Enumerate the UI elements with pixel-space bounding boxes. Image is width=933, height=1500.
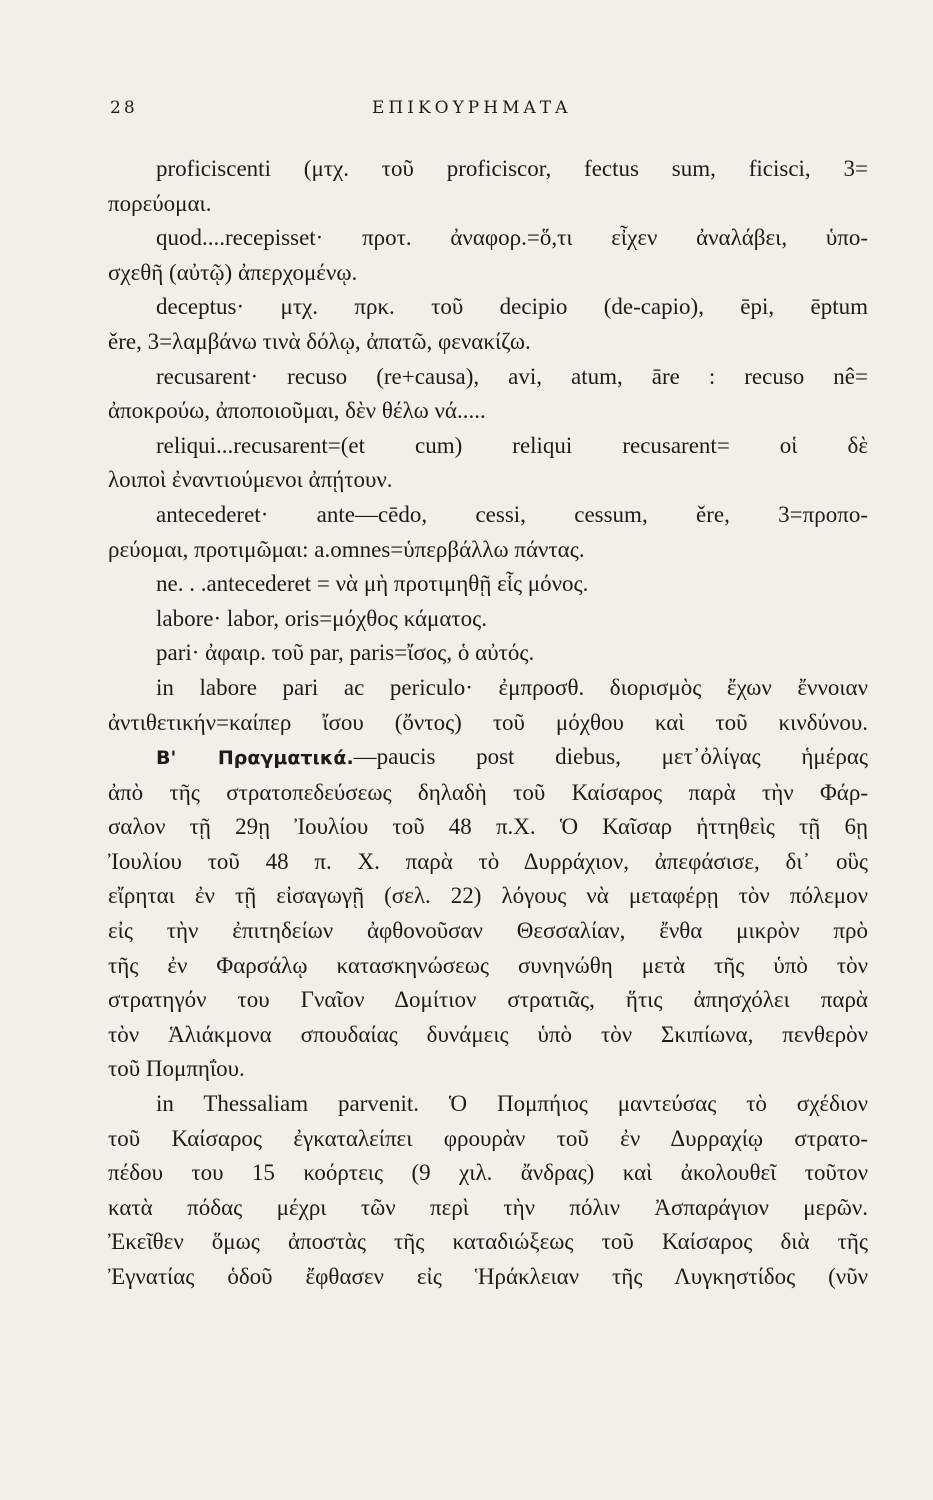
text-line: pari· ἀφαιρ. τοῦ par, paris=ἴσος, ὁ αὐτός. bbox=[156, 640, 535, 666]
text-line: recusarent· recuso (re+causa), avi, atum, āre : recuso nê= bbox=[156, 363, 868, 389]
text-line: deceptus· μτχ. πρκ. τοῦ decipio (de-capio), ēpi, ēptum bbox=[156, 294, 868, 320]
text-line: ne. . .antecederet = νὰ μὴ προτιμηθῇ εἷς μόνος. bbox=[156, 571, 589, 597]
text-line: ěre, 3=λαμβάνω τινὰ δόλῳ, ἀπατῶ, φενακίζω. bbox=[108, 328, 531, 354]
text-line: εἰς τὴν ἐπιτηδείων ἀφθονοῦσαν Θεσσαλίαν, ἔνθα μικρὸν πρὸ bbox=[108, 918, 868, 944]
text-line: τῆς ἐν Φαρσάλῳ κατασκηνώσεως συνηνώθη μετὰ τῆς ὑπὸ τὸν bbox=[108, 952, 868, 978]
text-line: σχεθῆ (αὐτῷ) ἀπερχομένῳ. bbox=[108, 259, 358, 285]
text-line: in labore pari ac periculo· ἐμπροσθ. διορισμὸς ἔχων ἔννοιαν bbox=[156, 674, 868, 700]
text-line: τοῦ Πομπηΐου. bbox=[108, 1056, 245, 1082]
text-line: quod....recepisset· προτ. ἀναφορ.=ὅ,τι εἶχεν ἀναλάβει, ὑπο- bbox=[156, 225, 868, 251]
text-line: labore· labor, oris=μόχθος κάματος. bbox=[156, 605, 488, 631]
text-line: Ἰουλίου τοῦ 48 π. Χ. παρὰ τὸ Δυρράχιον, ἀπεφάσισε, δι᾽ οὓς bbox=[108, 848, 868, 874]
running-title: ΕΠΙΚΟΥΡΗΜΑΤΑ bbox=[372, 98, 572, 118]
running-header bbox=[110, 96, 870, 126]
text-line: σαλον τῇ 29ῃ Ἰουλίου τοῦ 48 π.Χ. Ὁ Καῖσαρ ἡττηθεὶς τῇ 6ῃ bbox=[108, 814, 868, 840]
text-line: Ἐκεῖθεν ὅμως ἀποστὰς τῆς καταδιώξεως τοῦ Καίσαρος διὰ τῆς bbox=[108, 1229, 868, 1255]
text-line: πορεύομαι. bbox=[108, 190, 212, 216]
section-heading: Β' Πραγματικά. bbox=[156, 747, 354, 770]
text-line: λοιποὶ ἐναντιούμενοι ἀπῄτουν. bbox=[108, 467, 393, 493]
text-line: proficiscenti (μτχ. τοῦ proficiscor, fectus sum, ficisci, 3= bbox=[156, 156, 868, 181]
page-number: 28 bbox=[110, 98, 138, 118]
text-line: εἴρηται ἐν τῇ εἰσαγωγῇ (σελ. 22) λόγους νὰ μεταφέρῃ τὸν πόλεμον bbox=[108, 883, 868, 909]
text-line: τὸν Ἁλιάκμονα σπουδαίας δυνάμεις ὑπὸ τὸν Σκιπίωνα, πενθερὸν bbox=[108, 1021, 868, 1047]
text-line: πέδου του 15 κοόρτεις (9 χιλ. ἄνδρας) καὶ ἀκολουθεῖ τοῦτον bbox=[108, 1160, 868, 1186]
text-line: ἀντιθετικήν=καίπερ ἴσου (ὄντος) τοῦ μόχθου καὶ τοῦ κινδύνου. bbox=[108, 709, 868, 735]
body-text bbox=[108, 152, 868, 1295]
text-line: ἀποκρούω, ἀποποιοῦμαι, δὲν θέλω νά..... bbox=[108, 398, 486, 424]
text-line: κατὰ πόδας μέχρι τῶν περὶ τὴν πόλιν Ἀσπαράγιον μερῶν. bbox=[108, 1194, 868, 1220]
text-line: στρατηγόν του Γναῖον Δομίτιον στρατιᾶς, ἥτις ἀπησχόλει παρὰ bbox=[108, 987, 868, 1013]
text-line: reliqui...recusarent=(et cum) reliqui recusarent= οἱ δὲ bbox=[156, 432, 868, 458]
text-line: ρεύομαι, προτιμῶμαι: a.omnes=ὑπερβάλλω πάντας. bbox=[108, 536, 585, 562]
text-line: ἀπὸ τῆς στρατοπεδεύσεως δηλαδὴ τοῦ Καίσαρος παρὰ τὴν Φάρ- bbox=[108, 779, 868, 805]
text-line: in Thessaliam parvenit. Ὁ Πομπήιος μαντεύσας τὸ σχέδιον bbox=[156, 1091, 868, 1117]
text-line: τοῦ Καίσαρος ἐγκαταλείπει φρουρὰν τοῦ ἐν Δυρραχίῳ στρατο- bbox=[108, 1125, 868, 1151]
section-line bbox=[108, 740, 868, 776]
text-line: Ἐγνατίας ὁδοῦ ἔφθασεν εἰς Ἡράκλειαν τῆς Λυγκηστίδος (νῦν bbox=[108, 1264, 868, 1289]
section-line-text: —paucis post diebus, μετ᾽ὀλίγας ἡμέρας bbox=[353, 744, 868, 770]
text-line: antecederet· ante—cēdo, cessi, cessum, ěre, 3=προπο- bbox=[156, 501, 868, 527]
